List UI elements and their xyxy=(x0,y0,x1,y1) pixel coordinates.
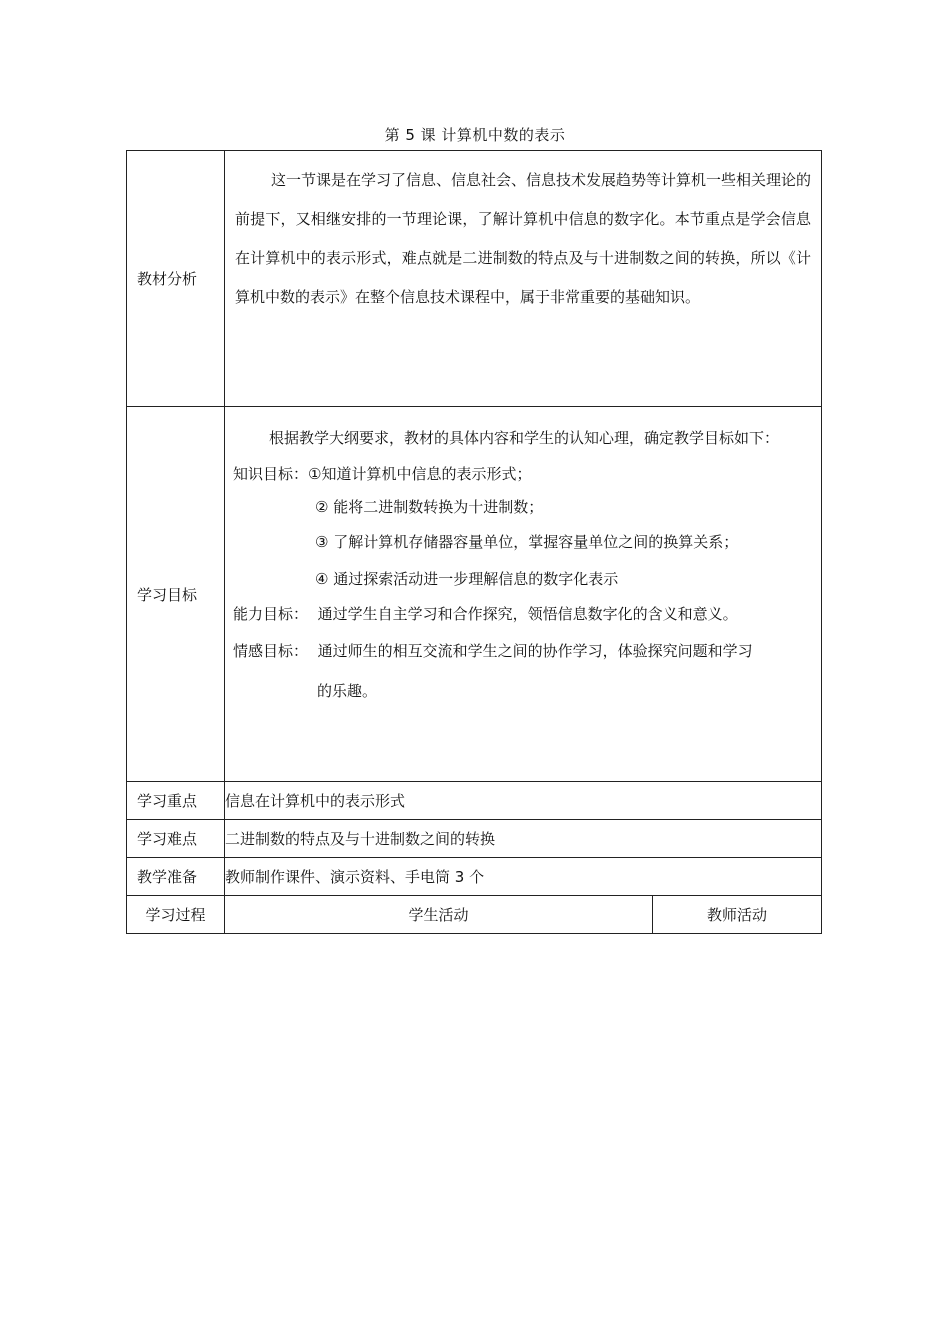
analysis-text: 这一节课是在学习了信息、信息社会、信息技术发展趋势等计算机一些相关理论的前提下，又相继安排的一节理论课，了解计算机中信息的数字化。本节重点是学会信息在计算机中的表示形式，难点就是二进制数的特点及与十进制数之间的转换，所以《计算机中数的表示》在整个信息技术课程中，属于非常重要的基础知识。 xyxy=(235,171,812,306)
knowledge-goal-item-3: ③ 了解计算机存储器容量单位，掌握容量单位之间的换算关系； xyxy=(315,533,739,551)
emotion-goal-label: 情感目标： xyxy=(233,642,309,660)
difficulty-text: 二进制数的特点及与十进制数之间的转换 xyxy=(225,820,822,858)
preparation-text: 教师制作课件、演示资料、手电筒 3 个 xyxy=(225,858,822,896)
knowledge-goal-item-1: ①知道计算机中信息的表示形式； xyxy=(308,465,532,483)
ability-goal-row xyxy=(233,598,811,631)
ability-goal-label: 能力目标： xyxy=(233,605,309,623)
key-point-text: 信息在计算机中的表示形式 xyxy=(225,782,822,820)
difficulty-label: 学习难点 xyxy=(127,820,225,858)
analysis-cell xyxy=(225,151,822,407)
analysis-label: 教材分析 xyxy=(127,151,225,407)
emotion-goal-text: 通过师生的相互交流和学生之间的协作学习，体验探究问题和学习 xyxy=(317,642,753,660)
process-label: 学习过程 xyxy=(127,896,225,934)
ability-goal-text: 通过学生自主学习和合作探究，领悟信息数字化的含义和意义。 xyxy=(317,605,738,623)
goals-intro: 根据教学大纲要求，教材的具体内容和学生的认知心理，确定教学目标如下： xyxy=(269,429,780,447)
goals-row xyxy=(127,407,822,782)
goals-label: 学习目标 xyxy=(127,407,225,782)
knowledge-goal-label: 知识目标： xyxy=(233,465,309,483)
key-point-label: 学习重点 xyxy=(127,782,225,820)
knowledge-goal-row xyxy=(233,458,811,491)
knowledge-goal-item-4: ④ 通过探索活动进一步理解信息的数字化表示 xyxy=(315,570,619,588)
knowledge-goal-item-2: ② 能将二进制数转换为十进制数； xyxy=(315,498,544,516)
process-header-row xyxy=(127,896,822,934)
student-activity-header: 学生活动 xyxy=(225,896,653,934)
goals-cell xyxy=(225,407,822,782)
goals-content xyxy=(225,407,821,711)
difficulty-row xyxy=(127,820,822,858)
teacher-activity-header: 教师活动 xyxy=(653,896,822,934)
emotion-goal-text-continued: 的乐趣。 xyxy=(317,682,378,700)
preparation-label: 教学准备 xyxy=(127,858,225,896)
analysis-row xyxy=(127,151,822,407)
emotion-goal-row xyxy=(233,631,811,671)
page-title: 第 5 课 计算机中数的表示 xyxy=(384,126,566,144)
preparation-row xyxy=(127,858,822,896)
lesson-plan-table xyxy=(126,150,822,934)
key-point-row xyxy=(127,782,822,820)
